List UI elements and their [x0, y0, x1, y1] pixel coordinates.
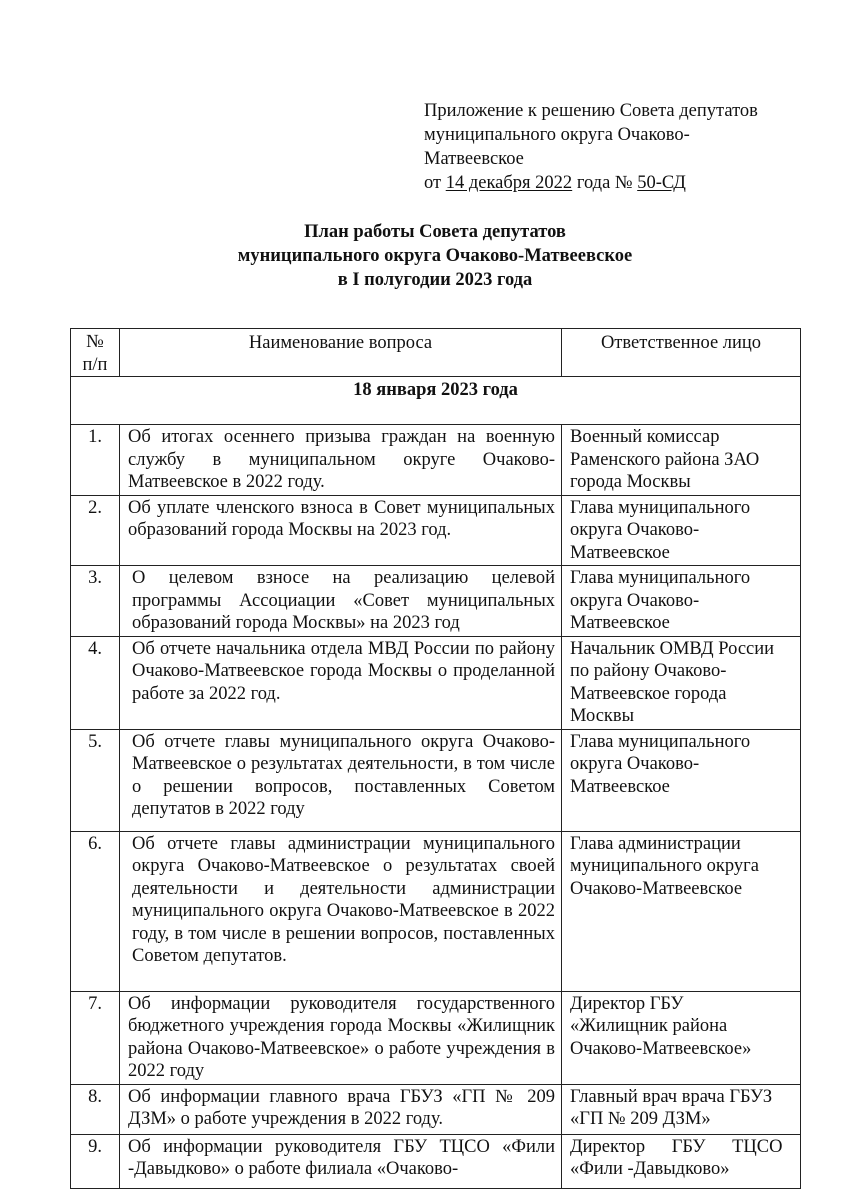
row-question: Об отчете главы администрации муниципального округа Очаково-Матвеевское о результатах своей деятельности и деятельности администрации муниципального округа Очаково-Матвеевское в 2022 году, в том числе в решении вопросов, поставленных Советом депутатов. — [120, 831, 562, 991]
appendix-line-2: муниципального округа Очаково- — [424, 125, 690, 145]
row-question: Об информации руководителя ГБУ ТЦСО «Фили -Давыдково» о работе филиала «Очаково- — [120, 1134, 562, 1188]
table-row — [71, 636, 801, 729]
table-row — [71, 1134, 801, 1188]
row-num: 2. — [71, 495, 120, 566]
header-num-line-1: № — [86, 332, 104, 352]
row-question: Об итогах осеннего призыва граждан на военную службу в муниципальном округе Очаково-Матвеевское в 2022 году. — [120, 425, 562, 496]
plan-table — [70, 328, 801, 1189]
appendix-date: 14 декабря 2022 — [445, 173, 573, 193]
row-num: 6. — [71, 831, 120, 991]
header-num — [71, 329, 120, 377]
row-responsible: Военный комиссар Раменского района ЗАО города Москвы — [562, 425, 801, 496]
row-question: Об информации руководителя государственного бюджетного учреждения города Москвы «Жилищник района Очаково-Матвеевское» о работе учреждения в 2022 году — [120, 991, 562, 1084]
row-num: 5. — [71, 729, 120, 831]
row-question: О целевом взносе на реализацию целевой программы Ассоциации «Совет муниципальных образований города Москвы» на 2023 год — [120, 566, 562, 637]
title-line-3: в I полугодии 2023 года — [337, 270, 533, 290]
title-line-2: муниципального округа Очаково-Матвеевское — [237, 246, 633, 266]
row-question: Об отчете главы муниципального округа Очаково-Матвеевское о результатах деятельности, в том числе о решении вопросов, поставленных Советом депутатов в 2022 году — [120, 729, 562, 831]
row-responsible: Начальник ОМВД России по району Очаково- Матвеевское города Москвы — [562, 636, 801, 729]
table-row — [71, 495, 801, 566]
table-row — [71, 831, 801, 991]
appendix-line-1: Приложение к решению Совета депутатов — [424, 101, 758, 121]
row-responsible: Глава муниципального округа Очаково- Матвеевское — [562, 495, 801, 566]
row-num: 7. — [71, 991, 120, 1084]
row-num: 8. — [71, 1084, 120, 1134]
row-responsible: Директор ГБУ ТЦСО «Фили -Давыдково» — [562, 1134, 801, 1188]
table-row — [71, 566, 801, 637]
table-row — [71, 729, 801, 831]
appendix-note — [424, 99, 814, 195]
row-question: Об отчете начальника отдела МВД России по району Очаково-Матвеевское города Москвы о проделанной работе за 2022 год. — [120, 636, 562, 729]
header-responsible: Ответственное лицо — [562, 329, 801, 377]
document-title — [70, 220, 800, 292]
appendix-number: 50-СД — [637, 173, 686, 193]
row-responsible: Глава администрации муниципального округа Очаково-Матвеевское — [562, 831, 801, 991]
header-num-line-2: п/п — [82, 354, 108, 375]
appendix-line-3: Матвеевское — [424, 149, 524, 169]
section-row — [71, 377, 801, 425]
table-row — [71, 991, 801, 1084]
table-row — [71, 1084, 801, 1134]
row-responsible: Глава муниципального округа Очаково- Матвеевское — [562, 729, 801, 831]
row-question: Об уплате членского взноса в Совет муниципальных образований города Москвы на 2023 год. — [120, 495, 562, 566]
row-responsible: Глава муниципального округа Очаково- Матвеевское — [562, 566, 801, 637]
table-header-row — [71, 329, 801, 377]
row-num: 3. — [71, 566, 120, 637]
row-responsible: Главный врач врача ГБУЗ «ГП № 209 ДЗМ» — [562, 1084, 801, 1134]
section-date: 18 января 2023 года — [71, 377, 801, 425]
row-num: 4. — [71, 636, 120, 729]
appendix-date-line — [424, 171, 814, 195]
appendix-date-mid: года № — [572, 173, 638, 193]
table-row — [71, 425, 801, 496]
row-responsible: Директор ГБУ «Жилищник района Очаково-Матвеевское» — [562, 991, 801, 1084]
title-line-1: План работы Совета депутатов — [304, 222, 566, 242]
row-num: 1. — [71, 425, 120, 496]
row-num: 9. — [71, 1134, 120, 1188]
row-question: Об информации главного врача ГБУЗ «ГП № 209 ДЗМ» о работе учреждения в 2022 году. — [120, 1084, 562, 1134]
header-question: Наименование вопроса — [120, 329, 562, 377]
appendix-date-prefix: от — [424, 173, 446, 193]
